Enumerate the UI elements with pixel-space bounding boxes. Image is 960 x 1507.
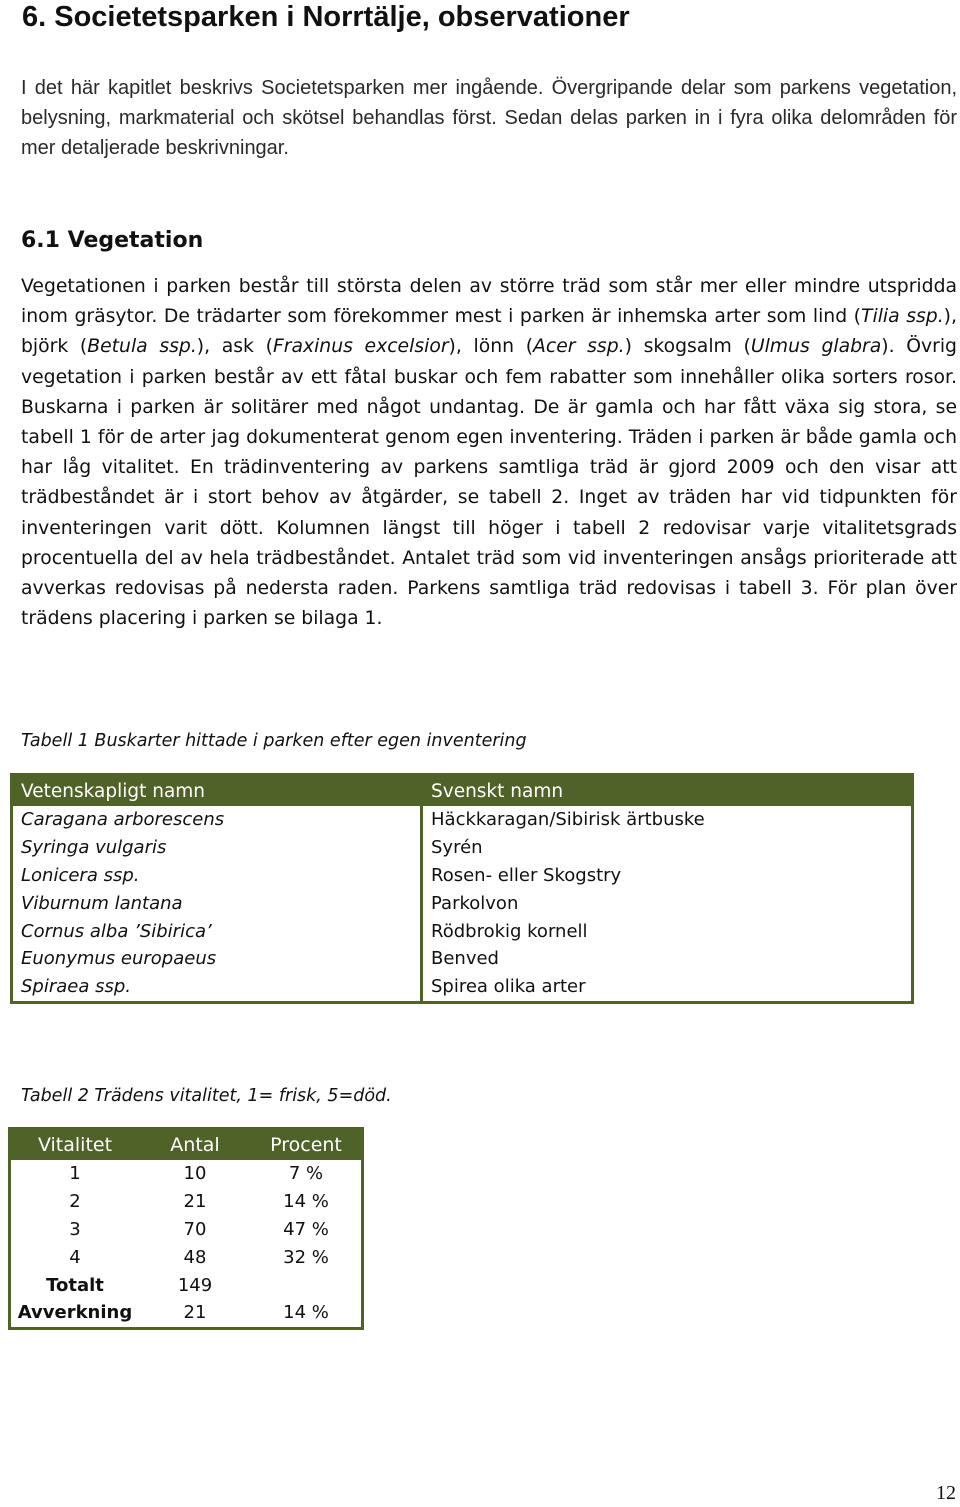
percent-cell: 14 % [283, 1191, 329, 1213]
vitality-cell: 4 [69, 1246, 81, 1268]
table2-caption: Tabell 2 Trädens vitalitet, 1= frisk, 5=död. [21, 1086, 392, 1106]
vegetation-paragraph [21, 272, 957, 634]
percent-cell: 47 % [283, 1218, 329, 1240]
table-row [12, 945, 913, 973]
count-cell: 21 [183, 1191, 207, 1213]
scientific-name-cell: Cornus alba ’Sibirica’ [12, 917, 422, 945]
count-cell: 70 [183, 1218, 207, 1240]
table1-caption: Tabell 1 Buskarter hittade i parken efter egen inventering [21, 731, 527, 751]
section-heading: 6.1 Vegetation [21, 228, 204, 253]
table-row [10, 1243, 363, 1271]
swedish-name-cell: Rosen- eller Skogstry [431, 864, 622, 886]
table-header-row [12, 775, 913, 807]
table-row [12, 806, 913, 834]
count-cell: 149 [177, 1274, 213, 1296]
text-run: Vegetationen i parken består till största delen av större träd som står mer eller mindre utspridda inom gräsytor. De trädarter som förekommer mest i parken är inhemska arter som lind ( [21, 276, 957, 328]
chapter-heading: 6. Societetsparken i Norrtälje, observationer [22, 1, 630, 33]
column-header-swedish: Svenskt namn [422, 775, 913, 807]
text-run: ) skogsalm ( [624, 336, 751, 358]
shrub-species-table [10, 773, 914, 1004]
percent-cell: 7 % [288, 1163, 324, 1185]
count-cell: 48 [183, 1246, 207, 1268]
scientific-name-cell: Caragana arborescens [12, 806, 422, 834]
table-row [10, 1216, 363, 1244]
table-row [12, 917, 913, 945]
scientific-name-cell: Syringa vulgaris [12, 834, 422, 862]
table-row-total [10, 1271, 363, 1299]
table-row [10, 1160, 363, 1188]
count-cell: 21 [183, 1302, 207, 1324]
text-run: ), ask ( [196, 336, 273, 358]
scientific-name-cell: Viburnum lantana [12, 889, 422, 917]
swedish-name-cell: Parkolvon [431, 892, 519, 914]
latin-name: Acer ssp. [533, 336, 625, 358]
intro-paragraph: I det här kapitlet beskrivs Societetsparken mer ingående. Övergripande delar som parkens vegetation, belysning, markmaterial och skötsel behandlas först. Sedan delas parken in i fyra olika delområden för mer detaljerade beskrivningar. [21, 77, 957, 159]
table-row [10, 1188, 363, 1216]
text-run: ), björk ( [21, 306, 957, 358]
swedish-name-cell: Syrén [431, 837, 483, 859]
scientific-name-cell: Euonymus europaeus [12, 945, 422, 973]
column-header-vitality: Vitalitet [10, 1129, 140, 1161]
vitality-cell: 2 [69, 1191, 81, 1213]
table-header-row [10, 1129, 363, 1161]
column-header-percent: Procent [251, 1129, 363, 1161]
column-header-count: Antal [139, 1129, 251, 1161]
column-header-scientific: Vetenskapligt namn [12, 775, 422, 807]
swedish-name-cell: Rödbrokig kornell [431, 920, 588, 942]
percent-cell: 32 % [283, 1246, 329, 1268]
percent-cell [251, 1271, 363, 1299]
text-run: ), lönn ( [448, 336, 534, 358]
scientific-name-cell: Lonicera ssp. [12, 862, 422, 890]
table-row [12, 889, 913, 917]
swedish-name-cell: Benved [431, 948, 499, 970]
table-row [12, 862, 913, 890]
swedish-name-cell: Häckkaragan/Sibirisk ärtbuske [431, 809, 705, 831]
tree-vitality-table [8, 1127, 364, 1330]
table-row [12, 834, 913, 862]
count-cell: 10 [183, 1163, 207, 1185]
table-row [12, 973, 913, 1002]
vitality-cell: 3 [69, 1218, 81, 1240]
swedish-name-cell: Spirea olika arter [431, 976, 586, 998]
page-number: 12 [936, 1482, 956, 1504]
text-run: ). Övrig vegetation i parken består av ett fåtal buskar och fem rabatter som innehåller olika sorters rosor. Buskarna i parken är solitärer med något undantag. De är gamla och har fått växa sig stora, se tabell 1 för de arter jag dokumenterat genom egen inventering. Träden i parken är både gamla och har låg vitalitet. En trädinventering av parkens samtliga träd är gjord 2009 och den visar att trädbeståndet är i stort behov av åtgärder, se tabell 2. Inget av träden har vid tidpunkten för inventeringen varit dött. Kolumnen längst till höger i tabell 2 redovisar varje vitalitetsgrads procentuella del av hela trädbeståndet. Antalet träd som vid inventeringen ansågs prioriterade att avverkas redovisas på nedersta raden. Parkens samtliga träd redovisas i tabell 3. För plan över trädens placering i parken se bilaga 1. [21, 336, 957, 630]
latin-name: Tilia ssp. [861, 306, 944, 328]
vitality-cell: 1 [69, 1163, 81, 1185]
scientific-name-cell: Spiraea ssp. [12, 973, 422, 1002]
table-row-felling [10, 1299, 363, 1328]
vitality-cell: Totalt [46, 1274, 104, 1296]
latin-name: Ulmus glabra [750, 336, 882, 358]
vitality-cell: Avverkning [17, 1302, 133, 1324]
latin-name: Fraxinus excelsior [272, 336, 449, 358]
latin-name: Betula ssp. [87, 336, 197, 358]
percent-cell: 14 % [283, 1302, 329, 1324]
